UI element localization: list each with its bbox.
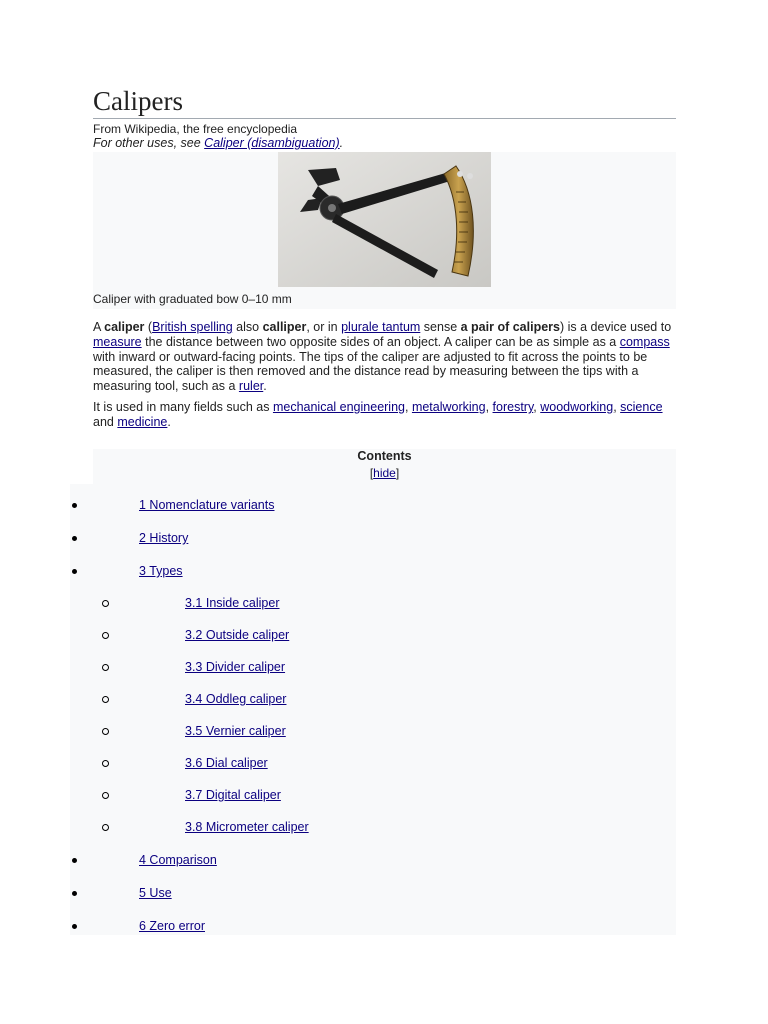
toc-subitem[interactable]: 3.6 Dial caliper [185,756,268,770]
link-metalworking[interactable]: metalworking [411,399,486,414]
link-measure[interactable]: measure [93,334,142,349]
toc-title: Contents [357,449,412,463]
disc-bullet-icon [72,853,77,863]
link-plurale-tantum[interactable]: plurale tantum [341,320,421,334]
toc-subitem[interactable]: 3.2 Outside caliper [185,628,290,642]
bracket: ] [395,466,400,480]
circle-bullet-icon [102,628,109,639]
link-ruler[interactable]: ruler [238,379,264,394]
separator: , [613,399,621,414]
article [93,86,676,430]
text: with inward or outward-facing points. The tips of the caliper are adjusted to fit across the points to be measured, the caliper is then removed and the distance read by measuring between the tips with a measuring tool, such as a [93,349,648,394]
circle-bullet-icon [102,724,109,735]
hatnote-period: . [339,136,344,150]
caliper-photo[interactable] [278,152,491,287]
toc-subitem[interactable]: 3.8 Micrometer caliper [185,820,309,834]
toc-subitem[interactable]: 3.3 Divider caliper [185,660,286,674]
bold-term: caliper [104,320,145,334]
figure-caption: Caliper with graduated bow 0–10 mm [93,292,292,306]
link-british-spelling[interactable]: British spelling [152,320,233,334]
bold-term: a pair of calipers [460,320,560,334]
separator: , [485,399,493,414]
toc-subitem[interactable]: 3.5 Vernier caliper [185,724,286,738]
intro-paragraph [93,320,676,394]
toc-item[interactable]: 1 Nomenclature variants [139,498,275,512]
circle-bullet-icon [102,788,109,799]
toc-toggle [93,466,676,480]
text: A [93,320,105,334]
text: the distance between two opposite sides of an object. A caliper can be as simple as a [141,334,620,349]
toc-item[interactable]: 6 Zero error [139,919,205,933]
link-forestry[interactable]: forestry [492,399,534,414]
table-of-contents [0,449,768,935]
text: , or in [306,320,342,334]
thumbnail-figure [93,152,676,309]
circle-bullet-icon [102,820,109,831]
text: also [232,320,263,334]
separator: . [167,414,171,429]
disc-bullet-icon [72,564,77,574]
circle-bullet-icon [102,756,109,767]
toc-item[interactable]: 5 Use [139,886,172,900]
disc-bullet-icon [72,919,77,929]
text: sense [420,320,461,334]
hatnote-text: For other uses, see [93,136,205,150]
caliper-image [278,152,491,287]
separator: , [404,399,412,414]
link-compass[interactable]: compass [619,334,670,349]
site-tagline: From Wikipedia, the free encyclopedia [93,122,298,136]
toc-subitem[interactable]: 3.4 Oddleg caliper [185,692,287,706]
bracket: [ [369,466,374,480]
link-medicine[interactable]: medicine [117,414,168,429]
separator: and [93,414,118,429]
circle-bullet-icon [102,596,109,607]
disc-bullet-icon [72,498,77,508]
link-woodworking[interactable]: woodworking [540,399,614,414]
toc-item[interactable]: 4 Comparison [139,853,217,867]
circle-bullet-icon [102,692,109,703]
toc-subitem[interactable]: 3.7 Digital caliper [185,788,281,802]
toc-item[interactable]: 3 Types [139,564,183,578]
fields-paragraph [93,400,676,430]
text: ) is a device used to [559,320,672,334]
page-title: Calipers [93,86,676,119]
toc-subitem[interactable]: 3.1 Inside caliper [185,596,280,610]
toc-item[interactable]: 2 History [139,531,189,545]
bold-term: calliper [262,320,307,334]
disc-bullet-icon [72,531,77,541]
text: ( [144,320,153,334]
disc-bullet-icon [72,886,77,896]
separator: , [533,399,541,414]
hatnote [93,136,676,151]
link-science[interactable]: science [620,399,663,414]
toc-hide-link[interactable]: hide [373,466,396,480]
text: It is used in many fields such as [93,399,273,414]
disambiguation-link[interactable]: Caliper (disambiguation) [204,136,340,150]
text: . [263,379,267,394]
link-mechanical-engineering[interactable]: mechanical engineering [272,399,405,414]
circle-bullet-icon [102,660,109,671]
